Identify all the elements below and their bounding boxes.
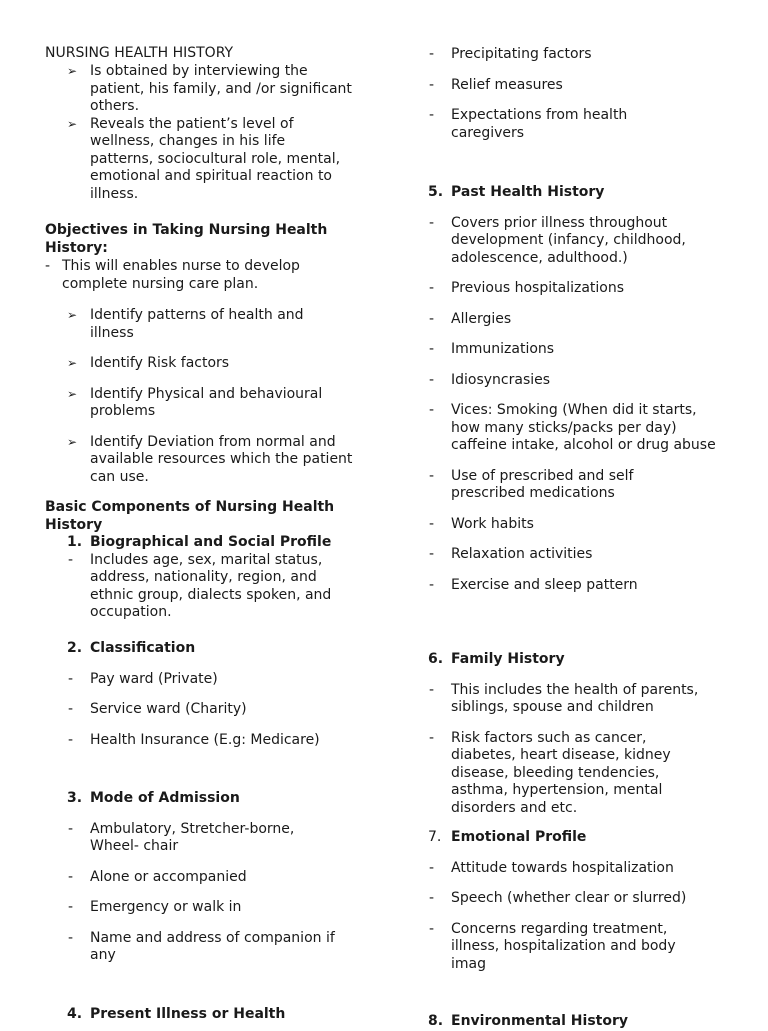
section-heading [428, 1013, 728, 1031]
section-number: 2. [67, 640, 83, 656]
list-item: - Health Insurance (E.g: Medicare) [67, 732, 362, 750]
list-item: ➢ Reveals the patient’s level of wellness, changes in his life patterns, sociocultural role, mental, emotional and spiritual reaction to illness. [45, 116, 345, 204]
list-item: - Relief measures [428, 77, 728, 95]
list-item: ➢ Is obtained by interviewing the patient, his family, and /or significant others. [45, 63, 365, 116]
section-title: Mode of Admission [90, 790, 240, 806]
document-title: NURSING HEALTH HISTORY [45, 45, 234, 61]
section-title: Environmental History [451, 1013, 628, 1029]
list-item: - Concerns regarding treatment, illness, hospitalization and body imag [428, 921, 706, 974]
objectives-dash-item [45, 258, 352, 293]
section-4 [67, 1006, 362, 1024]
section-number: 8. [428, 1013, 444, 1029]
section-list [67, 671, 362, 750]
continued-list [428, 46, 728, 142]
list-item: - Attitude towards hospitalization [428, 860, 728, 878]
section-number: 3. [67, 790, 83, 806]
list-item: - Relaxation activities [428, 546, 728, 564]
list-item: ➢ Identify patterns of health and illness [45, 307, 330, 342]
list-item: - Work habits [428, 516, 728, 534]
section-title: Biographical and Social Profile [90, 534, 332, 550]
list-item: - Service ward (Charity) [67, 701, 362, 719]
section-heading [67, 1006, 362, 1024]
objectives-heading: Objectives in Taking Nursing Health History: [45, 222, 328, 256]
objectives-list [45, 307, 365, 486]
list-item: - Previous hospitalizations [428, 280, 728, 298]
list-item: - Includes age, sex, marital status, address, nationality, region, and ethnic group, dialects spoken, and occupation. [67, 552, 348, 622]
section-title: Emotional Profile [451, 829, 587, 845]
section-7 [428, 829, 728, 973]
section-5 [428, 184, 728, 594]
section-1 [67, 534, 362, 622]
list-item: ➢ Identify Physical and behavioural problems [45, 386, 355, 421]
components-heading: Basic Components of Nursing Health History [45, 499, 335, 533]
section-heading [67, 790, 362, 808]
objectives-dash-text: This will enables nurse to develop complete nursing care plan. [62, 258, 300, 292]
section-number: 7. [428, 829, 442, 845]
section-heading [428, 651, 728, 669]
list-item: - Precipitating factors [428, 46, 728, 64]
section-title: Family History [451, 651, 565, 667]
section-2 [67, 640, 362, 749]
list-item: - Idiosyncrasies [428, 372, 728, 390]
section-list [428, 860, 728, 974]
section-8 [428, 1013, 728, 1031]
list-item: - Covers prior illness throughout development (infancy, childhood, adolescence, adulthood.) [428, 215, 716, 268]
section-title: Present Illness or Health [90, 1006, 286, 1022]
section-list [67, 821, 362, 965]
list-item: - Vices: Smoking (When did it starts, how many sticks/packs per day) caffeine intake, alcohol or drug abuse [428, 402, 721, 455]
list-item: ➢ Identify Deviation from normal and available resources which the patient can use. [45, 434, 365, 487]
section-list [428, 682, 728, 818]
list-item: - Emergency or walk in [67, 899, 362, 917]
list-item: - Name and address of companion if any [67, 930, 362, 965]
list-item: - Speech (whether clear or slurred) [428, 890, 728, 908]
list-item: - Use of prescribed and self prescribed medications [428, 468, 666, 503]
section-number: 5. [428, 184, 444, 200]
intro-list [45, 63, 365, 203]
section-title: Classification [90, 640, 196, 656]
section-heading [428, 184, 728, 202]
list-item: - Exercise and sleep pattern [428, 577, 728, 595]
section-list [428, 215, 728, 595]
section-number: 1. [67, 534, 83, 550]
list-item: - This includes the health of parents, siblings, spouse and children [428, 682, 726, 717]
list-item: - Ambulatory, Stretcher-borne, Wheel- chair [67, 821, 325, 856]
list-item: ➢ Identify Risk factors [45, 355, 365, 373]
list-item: - Alone or accompanied [67, 869, 362, 887]
section-title: Past Health History [451, 184, 605, 200]
list-item: - Expectations from health caregivers [428, 107, 666, 142]
section-6 [428, 651, 728, 817]
section-heading [428, 829, 728, 847]
list-item: - Allergies [428, 311, 728, 329]
section-number: 6. [428, 651, 444, 667]
section-number: 4. [67, 1006, 83, 1022]
list-item: - Pay ward (Private) [67, 671, 362, 689]
section-3 [67, 790, 362, 965]
list-item: - Immunizations [428, 341, 728, 359]
dash-marker: - [45, 258, 51, 274]
section-heading [67, 640, 362, 658]
section-heading [67, 534, 362, 552]
section-list [67, 552, 362, 622]
list-item: - Risk factors such as cancer, diabetes, heart disease, kidney disease, bleeding tendencies, asthma, hypertension, mental disorders and etc. [428, 730, 701, 818]
